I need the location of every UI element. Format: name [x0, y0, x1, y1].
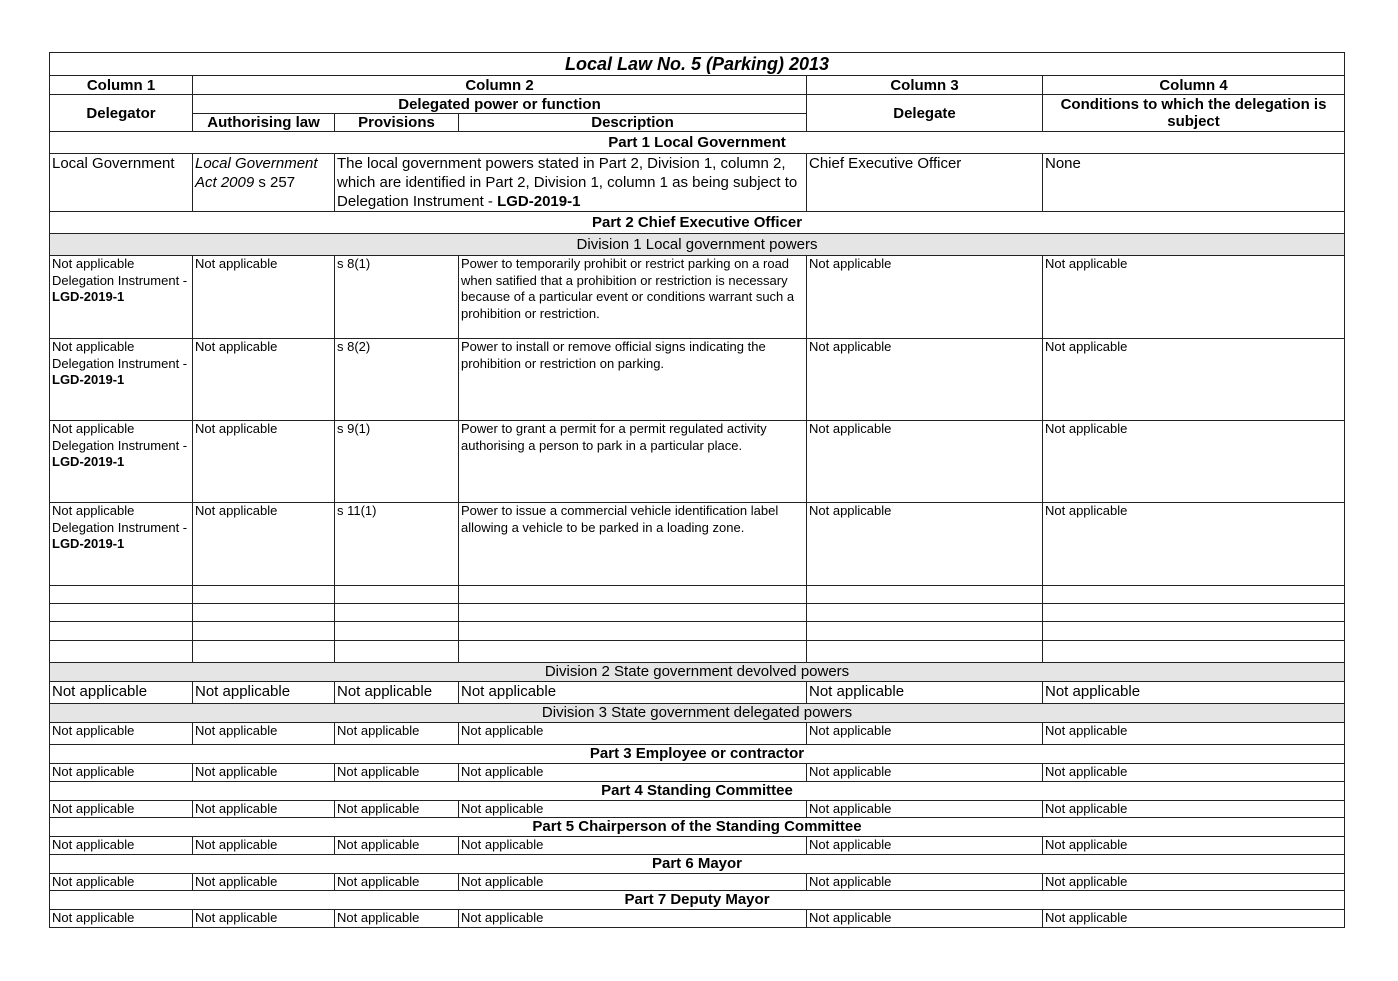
row-1-delegator [50, 256, 193, 339]
table-row [50, 421, 1345, 503]
division-2-law: Not applicable [193, 682, 335, 704]
table-row [50, 339, 1345, 421]
row-1-delegate: Not applicable [807, 256, 1043, 339]
part-1-delegator: Local Government [50, 154, 193, 212]
row-3-law: Not applicable [193, 421, 335, 503]
part-6-delegate: Not applicable [807, 873, 1043, 891]
row-4-delegator [50, 503, 193, 586]
table-row [50, 837, 1345, 855]
row-4-delegate: Not applicable [807, 503, 1043, 586]
empty-row [50, 604, 1345, 622]
part-4-law: Not applicable [193, 800, 335, 818]
row-2-description: Power to install or remove official signs indicating the prohibition or restriction on parking. [459, 339, 807, 421]
row-1-description: Power to temporarily prohibit or restrict parking on a road when satified that a prohibition or restriction is necessary because of a particular event or conditions warrant such a prohibition or restriction. [459, 256, 807, 339]
act-name: Local Government Act 2009 [195, 155, 318, 191]
division-2-heading: Division 2 State government devolved powers [50, 663, 1345, 682]
division-2-description: Not applicable [459, 682, 807, 704]
part-5-delegator: Not applicable [50, 837, 193, 855]
column-3-header: Column 3 [807, 76, 1043, 95]
row-2-law: Not applicable [193, 339, 335, 421]
description-header: Description [459, 114, 807, 132]
part-4-delegate: Not applicable [807, 800, 1043, 818]
part-3-conditions: Not applicable [1043, 764, 1345, 782]
part-3-law: Not applicable [193, 764, 335, 782]
delegation-table [49, 52, 1345, 928]
division-3-delegator: Not applicable [50, 723, 193, 745]
division-2-provision: Not applicable [335, 682, 459, 704]
part-6-description: Not applicable [459, 873, 807, 891]
part-1-heading: Part 1 Local Government [50, 132, 1345, 154]
part-1-authorising-law [193, 154, 335, 212]
division-3-law: Not applicable [193, 723, 335, 745]
part-4-heading: Part 4 Standing Committee [50, 781, 1345, 800]
part-3-heading: Part 3 Employee or contractor [50, 745, 1345, 764]
part-6-heading: Part 6 Mayor [50, 854, 1345, 873]
table-row [50, 910, 1345, 928]
instrument-label: Delegation Instrument - [52, 519, 188, 535]
column-4-header: Column 4 [1043, 76, 1345, 95]
row-1-provision: s 8(1) [335, 256, 459, 339]
empty-row [50, 622, 1345, 641]
part-4-conditions: Not applicable [1043, 800, 1345, 818]
delegator-value: Not applicable [52, 503, 135, 518]
part-7-law: Not applicable [193, 910, 335, 928]
division-2-delegate: Not applicable [807, 682, 1043, 704]
instrument-code: LGD-2019-1 [52, 289, 125, 304]
part-5-law: Not applicable [193, 837, 335, 855]
delegator-value: Not applicable [52, 339, 135, 354]
provisions-header: Provisions [335, 114, 459, 132]
division-3-description: Not applicable [459, 723, 807, 745]
row-4-law: Not applicable [193, 503, 335, 586]
table-row [50, 723, 1345, 745]
table-row [50, 256, 1345, 339]
instrument-code: LGD-2019-1 [52, 454, 125, 469]
part-7-delegate: Not applicable [807, 910, 1043, 928]
part-5-delegate: Not applicable [807, 837, 1043, 855]
delegation-sheet [49, 52, 1344, 928]
part-3-description: Not applicable [459, 764, 807, 782]
division-2-conditions: Not applicable [1043, 682, 1345, 704]
table-title: Local Law No. 5 (Parking) 2013 [50, 53, 1345, 76]
row-4-conditions: Not applicable [1043, 503, 1345, 586]
empty-row [50, 641, 1345, 663]
table-row [50, 154, 1345, 212]
instrument-label: Delegation Instrument - [52, 272, 188, 288]
part-6-conditions: Not applicable [1043, 873, 1345, 891]
instrument-label: Delegation Instrument - [52, 355, 188, 371]
row-2-provision: s 8(2) [335, 339, 459, 421]
delegated-power-header: Delegated power or function [193, 95, 807, 114]
table-row [50, 873, 1345, 891]
part-7-heading: Part 7 Deputy Mayor [50, 891, 1345, 910]
conditions-header: Conditions to which the delegation is subject [1043, 95, 1345, 132]
row-2-conditions: Not applicable [1043, 339, 1345, 421]
part-7-delegator: Not applicable [50, 910, 193, 928]
instrument-label: Delegation Instrument - [52, 437, 188, 453]
part-1-delegate: Chief Executive Officer [807, 154, 1043, 212]
table-row [50, 800, 1345, 818]
act-section: s 257 [254, 174, 296, 191]
part-1-description [335, 154, 807, 212]
part-5-conditions: Not applicable [1043, 837, 1345, 855]
part-3-delegate: Not applicable [807, 764, 1043, 782]
row-3-conditions: Not applicable [1043, 421, 1345, 503]
part-7-conditions: Not applicable [1043, 910, 1345, 928]
row-4-provision: s 11(1) [335, 503, 459, 586]
row-1-conditions: Not applicable [1043, 256, 1345, 339]
part-5-provision: Not applicable [335, 837, 459, 855]
division-3-conditions: Not applicable [1043, 723, 1345, 745]
row-3-provision: s 9(1) [335, 421, 459, 503]
part-7-provision: Not applicable [335, 910, 459, 928]
row-1-law: Not applicable [193, 256, 335, 339]
division-3-delegate: Not applicable [807, 723, 1043, 745]
part-4-delegator: Not applicable [50, 800, 193, 818]
instrument-code: LGD-2019-1 [497, 193, 581, 210]
row-4-description: Power to issue a commercial vehicle identification label allowing a vehicle to be parked in a loading zone. [459, 503, 807, 586]
empty-row [50, 586, 1345, 604]
row-3-delegate: Not applicable [807, 421, 1043, 503]
instrument-code: LGD-2019-1 [52, 536, 125, 551]
column-1-header: Column 1 [50, 76, 193, 95]
part-4-provision: Not applicable [335, 800, 459, 818]
row-3-delegator [50, 421, 193, 503]
row-2-delegate: Not applicable [807, 339, 1043, 421]
authorising-law-header: Authorising law [193, 114, 335, 132]
delegate-header: Delegate [807, 95, 1043, 132]
table-row [50, 503, 1345, 586]
delegator-value: Not applicable [52, 421, 135, 436]
part-4-description: Not applicable [459, 800, 807, 818]
part-6-law: Not applicable [193, 873, 335, 891]
part-1-conditions: None [1043, 154, 1345, 212]
part-3-provision: Not applicable [335, 764, 459, 782]
instrument-code: LGD-2019-1 [52, 372, 125, 387]
row-2-delegator [50, 339, 193, 421]
delegator-header: Delegator [50, 95, 193, 132]
part-3-delegator: Not applicable [50, 764, 193, 782]
division-3-provision: Not applicable [335, 723, 459, 745]
part-5-heading: Part 5 Chairperson of the Standing Committee [50, 818, 1345, 837]
division-2-delegator: Not applicable [50, 682, 193, 704]
part-7-description: Not applicable [459, 910, 807, 928]
division-1-heading: Division 1 Local government powers [50, 234, 1345, 256]
table-row [50, 764, 1345, 782]
part-6-provision: Not applicable [335, 873, 459, 891]
delegator-value: Not applicable [52, 256, 135, 271]
part-6-delegator: Not applicable [50, 873, 193, 891]
part-5-description: Not applicable [459, 837, 807, 855]
table-row [50, 682, 1345, 704]
column-2-header: Column 2 [193, 76, 807, 95]
division-3-heading: Division 3 State government delegated powers [50, 704, 1345, 723]
row-3-description: Power to grant a permit for a permit regulated activity authorising a person to park in a particular place. [459, 421, 807, 503]
part-2-heading: Part 2 Chief Executive Officer [50, 212, 1345, 234]
part-1-description-text: The local government powers stated in Part 2, Division 1, column 2, which are identified in Part 2, Division 1, column 1 as being subject to Delegation Instrument - [337, 155, 798, 210]
